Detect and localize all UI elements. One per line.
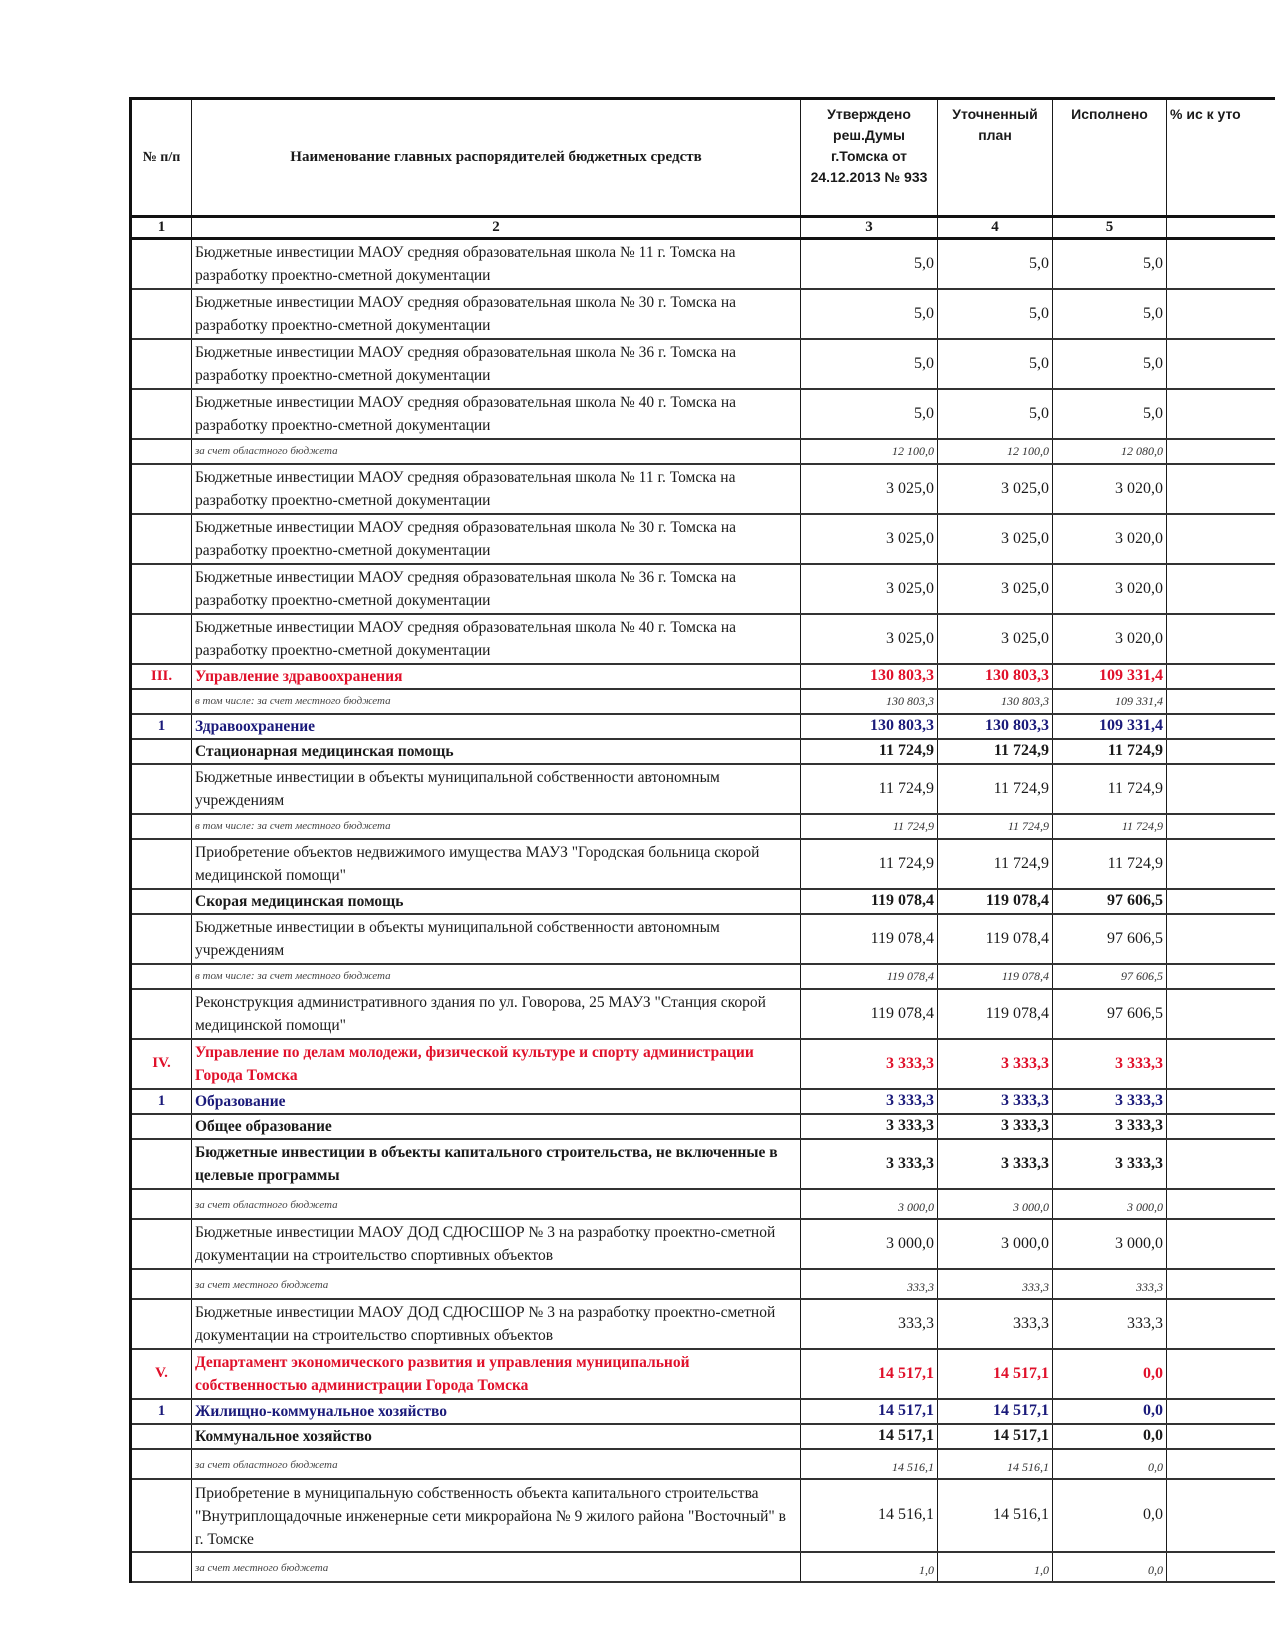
row-name: Образование [192, 1089, 801, 1114]
plan-value: 11 724,9 [938, 739, 1053, 764]
row-number [131, 689, 192, 714]
plan-value: 5,0 [938, 289, 1053, 339]
row-number [131, 514, 192, 564]
row-name: за счет областного бюджета [192, 1449, 801, 1479]
row-number [131, 1424, 192, 1449]
percent-value [1167, 1219, 1275, 1269]
plan-value: 11 724,9 [938, 814, 1053, 839]
budget-table [129, 97, 1275, 1583]
plan-value: 14 517,1 [938, 1424, 1053, 1449]
executed-value: 0,0 [1053, 1479, 1167, 1552]
percent-value [1167, 1189, 1275, 1219]
approved-value: 5,0 [801, 389, 938, 439]
plan-value: 5,0 [938, 239, 1053, 289]
percent-value [1167, 1039, 1275, 1089]
header-executed: Исполнено [1053, 99, 1167, 217]
table-row [131, 714, 1275, 739]
plan-value: 119 078,4 [938, 989, 1053, 1039]
executed-value: 11 724,9 [1053, 764, 1167, 814]
row-name: Бюджетные инвестиции МАОУ средняя образовательная школа № 30 г. Томска на разработку проектно-сметной документации [192, 289, 801, 339]
executed-value: 5,0 [1053, 239, 1167, 289]
percent-value [1167, 764, 1275, 814]
approved-value: 11 724,9 [801, 814, 938, 839]
row-number [131, 1139, 192, 1189]
column-numbers-row [131, 217, 1275, 239]
executed-value: 3 020,0 [1053, 614, 1167, 664]
row-name: Управление по делам молодежи, физической культуре и спорту администрации Города Томска [192, 1039, 801, 1089]
plan-value: 119 078,4 [938, 889, 1053, 914]
approved-value: 130 803,3 [801, 714, 938, 739]
column-number: 2 [192, 217, 801, 239]
percent-value [1167, 689, 1275, 714]
table-row [131, 439, 1275, 464]
row-name: Бюджетные инвестиции МАОУ средняя образовательная школа № 36 г. Томска на разработку проектно-сметной документации [192, 339, 801, 389]
header-percent: % ис к уто [1167, 99, 1275, 217]
row-name: Бюджетные инвестиции МАОУ средняя образовательная школа № 36 г. Томска на разработку проектно-сметной документации [192, 564, 801, 614]
percent-value [1167, 1114, 1275, 1139]
approved-value: 3 025,0 [801, 514, 938, 564]
approved-value: 5,0 [801, 289, 938, 339]
executed-value: 97 606,5 [1053, 964, 1167, 989]
row-name: Бюджетные инвестиции МАОУ средняя образовательная школа № 11 г. Томска на разработку проектно-сметной документации [192, 464, 801, 514]
percent-value [1167, 439, 1275, 464]
table-row [131, 1299, 1275, 1349]
table-row [131, 464, 1275, 514]
executed-value: 0,0 [1053, 1349, 1167, 1399]
percent-value [1167, 839, 1275, 889]
plan-value: 3 025,0 [938, 464, 1053, 514]
executed-value: 97 606,5 [1053, 989, 1167, 1039]
row-name: в том числе: за счет местного бюджета [192, 814, 801, 839]
table-row [131, 1399, 1275, 1424]
table-row [131, 764, 1275, 814]
row-number: 1 [131, 1399, 192, 1424]
row-number [131, 1269, 192, 1299]
row-name: Бюджетные инвестиции в объекты муниципальной собственности автономным учреждениям [192, 914, 801, 964]
executed-value: 5,0 [1053, 389, 1167, 439]
row-number: V. [131, 1349, 192, 1399]
executed-value: 0,0 [1053, 1552, 1167, 1582]
row-name: Управление здравоохранения [192, 664, 801, 689]
plan-value: 12 100,0 [938, 439, 1053, 464]
approved-value: 119 078,4 [801, 889, 938, 914]
plan-value: 130 803,3 [938, 664, 1053, 689]
row-name: Бюджетные инвестиции в объекты муниципальной собственности автономным учреждениям [192, 764, 801, 814]
percent-value [1167, 714, 1275, 739]
table-row [131, 1449, 1275, 1479]
row-number [131, 1552, 192, 1582]
executed-value: 3 000,0 [1053, 1219, 1167, 1269]
table-row [131, 389, 1275, 439]
executed-value: 0,0 [1053, 1449, 1167, 1479]
percent-value [1167, 1449, 1275, 1479]
plan-value: 11 724,9 [938, 839, 1053, 889]
header-name: Наименование главных распорядителей бюджетных средств [192, 99, 801, 217]
approved-value: 14 516,1 [801, 1449, 938, 1479]
approved-value: 119 078,4 [801, 989, 938, 1039]
table-row [131, 1269, 1275, 1299]
executed-value: 3 020,0 [1053, 514, 1167, 564]
plan-value: 5,0 [938, 389, 1053, 439]
approved-value: 11 724,9 [801, 764, 938, 814]
table-body [131, 239, 1275, 1582]
row-name: в том числе: за счет местного бюджета [192, 689, 801, 714]
executed-value: 109 331,4 [1053, 689, 1167, 714]
executed-value: 0,0 [1053, 1399, 1167, 1424]
plan-value: 1,0 [938, 1552, 1053, 1582]
row-name: Бюджетные инвестиции МАОУ ДОД СДЮСШОР № 3 на разработку проектно-сметной документации на строительство спортивных объектов [192, 1219, 801, 1269]
table-row [131, 914, 1275, 964]
percent-value [1167, 614, 1275, 664]
row-name: Бюджетные инвестиции МАОУ ДОД СДЮСШОР № 3 на разработку проектно-сметной документации на строительство спортивных объектов [192, 1299, 801, 1349]
row-number [131, 839, 192, 889]
table-row [131, 1479, 1275, 1552]
table-row [131, 614, 1275, 664]
approved-value: 3 000,0 [801, 1189, 938, 1219]
row-name: за счет областного бюджета [192, 1189, 801, 1219]
row-number [131, 239, 192, 289]
percent-value [1167, 914, 1275, 964]
row-number [131, 914, 192, 964]
approved-value: 3 000,0 [801, 1219, 938, 1269]
approved-value: 130 803,3 [801, 664, 938, 689]
percent-value [1167, 889, 1275, 914]
percent-value [1167, 1299, 1275, 1349]
row-number [131, 564, 192, 614]
row-number [131, 339, 192, 389]
executed-value: 3 333,3 [1053, 1139, 1167, 1189]
header-plan: Уточненный план [938, 99, 1053, 217]
table-row [131, 1114, 1275, 1139]
column-number: 3 [801, 217, 938, 239]
row-name: Приобретение в муниципальную собственность объекта капитального строительства "Внутриплощадочные инженерные сети микрорайона № 9 жилого района "Восточный" в г. Томске [192, 1479, 801, 1552]
row-number [131, 764, 192, 814]
executed-value: 5,0 [1053, 289, 1167, 339]
executed-value: 333,3 [1053, 1299, 1167, 1349]
row-name: Бюджетные инвестиции МАОУ средняя образовательная школа № 11 г. Томска на разработку проектно-сметной документации [192, 239, 801, 289]
approved-value: 11 724,9 [801, 839, 938, 889]
executed-value: 109 331,4 [1053, 714, 1167, 739]
row-number [131, 739, 192, 764]
approved-value: 3 333,3 [801, 1089, 938, 1114]
row-number [131, 1299, 192, 1349]
row-number [131, 989, 192, 1039]
executed-value: 12 080,0 [1053, 439, 1167, 464]
plan-value: 14 517,1 [938, 1349, 1053, 1399]
column-number: 4 [938, 217, 1053, 239]
row-name: за счет областного бюджета [192, 439, 801, 464]
row-number [131, 1189, 192, 1219]
approved-value: 5,0 [801, 239, 938, 289]
table-row [131, 964, 1275, 989]
approved-value: 11 724,9 [801, 739, 938, 764]
percent-value [1167, 514, 1275, 564]
executed-value: 0,0 [1053, 1424, 1167, 1449]
percent-value [1167, 1269, 1275, 1299]
row-name: Бюджетные инвестиции в объекты капитального строительства, не включенные в целевые программы [192, 1139, 801, 1189]
executed-value: 3 333,3 [1053, 1114, 1167, 1139]
column-number: 5 [1053, 217, 1167, 239]
approved-value: 119 078,4 [801, 914, 938, 964]
approved-value: 3 025,0 [801, 614, 938, 664]
percent-value [1167, 964, 1275, 989]
row-number [131, 614, 192, 664]
row-number [131, 389, 192, 439]
plan-value: 3 025,0 [938, 514, 1053, 564]
percent-value [1167, 1399, 1275, 1424]
row-number: III. [131, 664, 192, 689]
row-name: Коммунальное хозяйство [192, 1424, 801, 1449]
row-number: 1 [131, 1089, 192, 1114]
executed-value: 11 724,9 [1053, 839, 1167, 889]
row-name: Здравоохранение [192, 714, 801, 739]
percent-value [1167, 339, 1275, 389]
row-name: Бюджетные инвестиции МАОУ средняя образовательная школа № 40 г. Томска на разработку проектно-сметной документации [192, 614, 801, 664]
table-row [131, 1552, 1275, 1582]
row-number [131, 1479, 192, 1552]
row-number: IV. [131, 1039, 192, 1089]
approved-value: 333,3 [801, 1269, 938, 1299]
table-row [131, 1424, 1275, 1449]
row-name: в том числе: за счет местного бюджета [192, 964, 801, 989]
row-name: Жилищно-коммунальное хозяйство [192, 1399, 801, 1424]
row-number [131, 464, 192, 514]
row-name: Департамент экономического развития и управления муниципальной собственностью администрации Города Томска [192, 1349, 801, 1399]
plan-value: 5,0 [938, 339, 1053, 389]
approved-value: 130 803,3 [801, 689, 938, 714]
table-row [131, 739, 1275, 764]
table-row [131, 564, 1275, 614]
table-row [131, 839, 1275, 889]
table-row [131, 289, 1275, 339]
percent-value [1167, 1139, 1275, 1189]
row-name: за счет местного бюджета [192, 1269, 801, 1299]
table-row [131, 1189, 1275, 1219]
plan-value: 3 000,0 [938, 1189, 1053, 1219]
row-name: Стационарная медицинская помощь [192, 739, 801, 764]
percent-value [1167, 664, 1275, 689]
row-number [131, 1219, 192, 1269]
executed-value: 3 333,3 [1053, 1089, 1167, 1114]
plan-value: 3 025,0 [938, 614, 1053, 664]
row-name: Реконструкция административного здания по ул. Говорова, 25 МАУЗ "Станция скорой медицинской помощи" [192, 989, 801, 1039]
table-row [131, 1219, 1275, 1269]
plan-value: 3 333,3 [938, 1139, 1053, 1189]
approved-value: 14 517,1 [801, 1424, 938, 1449]
percent-value [1167, 464, 1275, 514]
approved-value: 3 025,0 [801, 564, 938, 614]
approved-value: 1,0 [801, 1552, 938, 1582]
approved-value: 333,3 [801, 1299, 938, 1349]
approved-value: 14 517,1 [801, 1349, 938, 1399]
executed-value: 97 606,5 [1053, 889, 1167, 914]
plan-value: 14 517,1 [938, 1399, 1053, 1424]
executed-value: 3 000,0 [1053, 1189, 1167, 1219]
row-number [131, 289, 192, 339]
approved-value: 119 078,4 [801, 964, 938, 989]
approved-value: 14 517,1 [801, 1399, 938, 1424]
row-name: Скорая медицинская помощь [192, 889, 801, 914]
table-row [131, 1039, 1275, 1089]
table-row [131, 239, 1275, 289]
executed-value: 97 606,5 [1053, 914, 1167, 964]
plan-value: 119 078,4 [938, 964, 1053, 989]
executed-value: 109 331,4 [1053, 664, 1167, 689]
plan-value: 119 078,4 [938, 914, 1053, 964]
table-row [131, 1139, 1275, 1189]
percent-value [1167, 389, 1275, 439]
row-number [131, 889, 192, 914]
row-number [131, 1449, 192, 1479]
executed-value: 11 724,9 [1053, 739, 1167, 764]
table-row [131, 1349, 1275, 1399]
executed-value: 3 333,3 [1053, 1039, 1167, 1089]
percent-value [1167, 564, 1275, 614]
table-header-row [131, 99, 1275, 217]
column-number [1167, 217, 1275, 239]
approved-value: 14 516,1 [801, 1479, 938, 1552]
percent-value [1167, 1349, 1275, 1399]
percent-value [1167, 739, 1275, 764]
plan-value: 333,3 [938, 1299, 1053, 1349]
table-row [131, 664, 1275, 689]
plan-value: 3 025,0 [938, 564, 1053, 614]
row-name: за счет местного бюджета [192, 1552, 801, 1582]
plan-value: 3 333,3 [938, 1039, 1053, 1089]
header-approved: Утверждено реш.Думы г.Томска от 24.12.2013 № 933 [801, 99, 938, 217]
percent-value [1167, 1479, 1275, 1552]
row-name: Общее образование [192, 1114, 801, 1139]
row-number [131, 814, 192, 839]
plan-value: 3 333,3 [938, 1114, 1053, 1139]
plan-value: 14 516,1 [938, 1479, 1053, 1552]
percent-value [1167, 289, 1275, 339]
table-row [131, 814, 1275, 839]
row-name: Бюджетные инвестиции МАОУ средняя образовательная школа № 40 г. Томска на разработку проектно-сметной документации [192, 389, 801, 439]
plan-value: 130 803,3 [938, 689, 1053, 714]
row-name: Бюджетные инвестиции МАОУ средняя образовательная школа № 30 г. Томска на разработку проектно-сметной документации [192, 514, 801, 564]
table-row [131, 689, 1275, 714]
approved-value: 3 025,0 [801, 464, 938, 514]
row-number [131, 1114, 192, 1139]
approved-value: 5,0 [801, 339, 938, 389]
executed-value: 5,0 [1053, 339, 1167, 389]
table-row [131, 1089, 1275, 1114]
row-name: Приобретение объектов недвижимого имущества МАУЗ "Городская больница скорой медицинской помощи" [192, 839, 801, 889]
table-row [131, 339, 1275, 389]
percent-value [1167, 989, 1275, 1039]
approved-value: 3 333,3 [801, 1039, 938, 1089]
executed-value: 333,3 [1053, 1269, 1167, 1299]
executed-value: 3 020,0 [1053, 464, 1167, 514]
percent-value [1167, 814, 1275, 839]
executed-value: 3 020,0 [1053, 564, 1167, 614]
row-number: 1 [131, 714, 192, 739]
column-number: 1 [131, 217, 192, 239]
percent-value [1167, 1552, 1275, 1582]
approved-value: 3 333,3 [801, 1139, 938, 1189]
percent-value [1167, 1089, 1275, 1114]
plan-value: 130 803,3 [938, 714, 1053, 739]
table-row [131, 514, 1275, 564]
header-number: № п/п [131, 99, 192, 217]
approved-value: 12 100,0 [801, 439, 938, 464]
percent-value [1167, 1424, 1275, 1449]
plan-value: 11 724,9 [938, 764, 1053, 814]
executed-value: 11 724,9 [1053, 814, 1167, 839]
table-row [131, 889, 1275, 914]
plan-value: 3 333,3 [938, 1089, 1053, 1114]
plan-value: 333,3 [938, 1269, 1053, 1299]
table-row [131, 989, 1275, 1039]
percent-value [1167, 239, 1275, 289]
plan-value: 14 516,1 [938, 1449, 1053, 1479]
row-number [131, 964, 192, 989]
plan-value: 3 000,0 [938, 1219, 1053, 1269]
approved-value: 3 333,3 [801, 1114, 938, 1139]
row-number [131, 439, 192, 464]
